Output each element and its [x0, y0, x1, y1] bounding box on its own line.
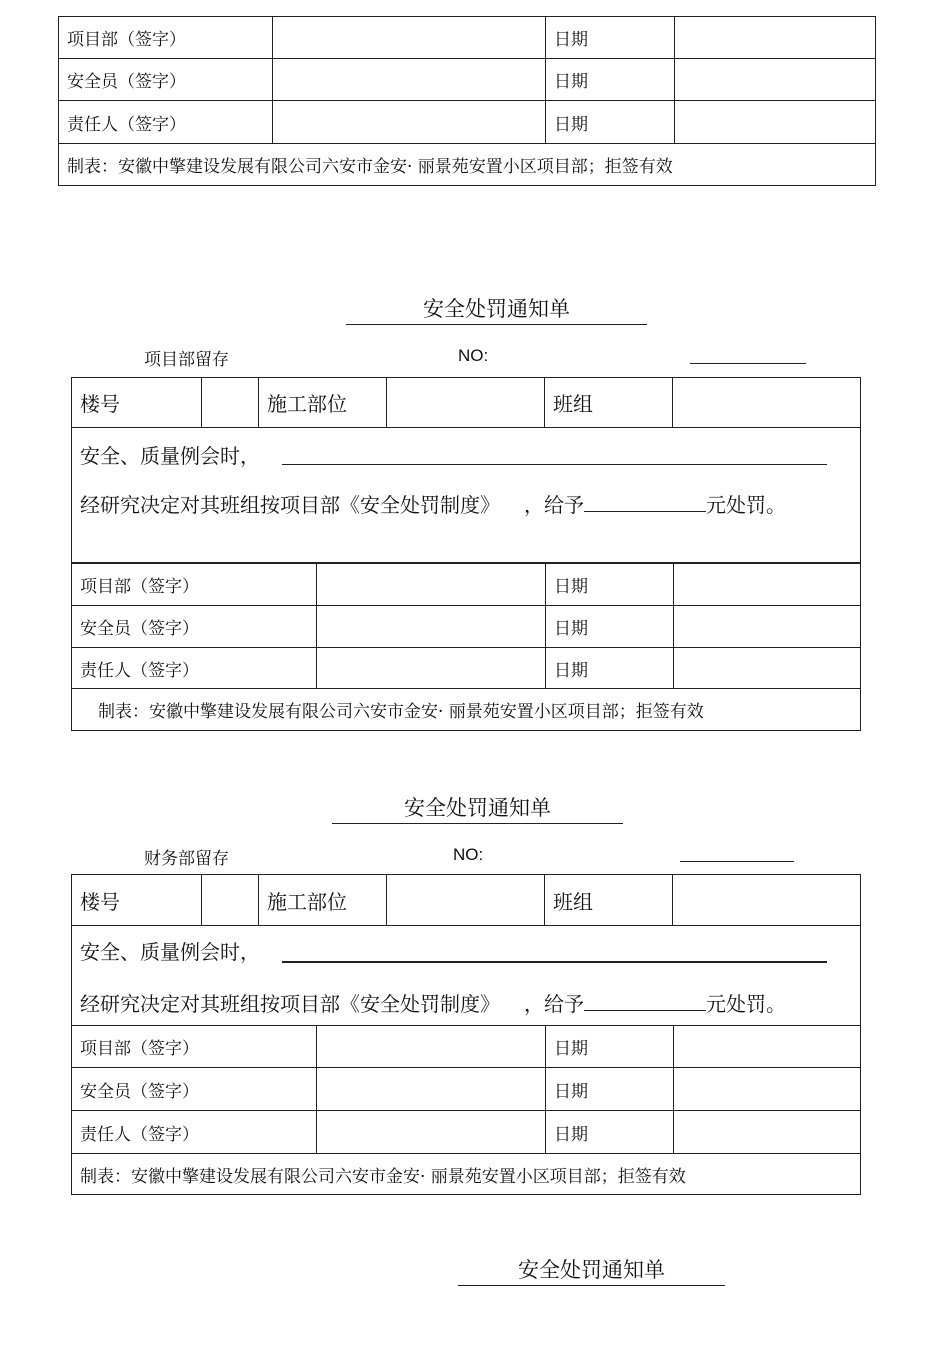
decision-mid: ，给予	[524, 992, 584, 1016]
decision-text: 经研究决定对其班组按项目部《安全处罚制度》	[80, 992, 500, 1016]
team-label: 班组	[545, 378, 673, 428]
signature-table-2	[71, 1025, 861, 1195]
location-field[interactable]	[387, 378, 545, 428]
footer-note: 制表：安徽中擎建设发展有限公司六安市金安· 丽景苑安置小区项目部；拒签有效	[72, 689, 861, 731]
safety-sign-label: 安全员（签字）	[72, 1068, 317, 1111]
building-label: 楼号	[72, 378, 202, 428]
footer-note: 制表：安徽中擎建设发展有限公司六安市金安· 丽景苑安置小区项目部；拒签有效	[59, 144, 876, 186]
responsible-sign-label: 责任人（签字）	[59, 101, 273, 144]
building-field[interactable]	[202, 378, 259, 428]
date-label: 日期	[546, 648, 674, 689]
date-field[interactable]	[674, 563, 861, 606]
date-label: 日期	[546, 1111, 674, 1154]
copy-label-finance: 财务部留存	[144, 849, 229, 869]
decision-mid: ，给予	[524, 493, 584, 517]
meeting-field[interactable]	[282, 464, 827, 465]
responsible-sign-label: 责任人（签字）	[72, 648, 317, 689]
top-signature-table	[58, 16, 876, 186]
date-field[interactable]	[674, 648, 861, 689]
date-label: 日期	[546, 606, 674, 648]
date-field[interactable]	[675, 59, 876, 101]
team-field[interactable]	[673, 875, 861, 926]
responsible-sign-field[interactable]	[317, 1111, 546, 1154]
safety-sign-field[interactable]	[317, 1068, 546, 1111]
location-label: 施工部位	[259, 875, 387, 926]
date-field[interactable]	[674, 1068, 861, 1111]
penalty-form-2	[71, 874, 861, 1026]
number-field[interactable]	[680, 861, 794, 862]
number-label: NO:	[458, 346, 489, 365]
meeting-field[interactable]	[282, 961, 827, 963]
date-field[interactable]	[674, 606, 861, 648]
date-field[interactable]	[675, 101, 876, 144]
responsible-sign-field[interactable]	[317, 648, 546, 689]
amount-field[interactable]	[584, 1010, 706, 1011]
date-label: 日期	[546, 59, 675, 101]
building-field[interactable]	[202, 875, 259, 926]
date-label: 日期	[546, 1068, 674, 1111]
form-title: 安全处罚通知单	[458, 1257, 725, 1286]
date-label: 日期	[546, 101, 675, 144]
decision-end: 元处罚。	[706, 992, 786, 1016]
safety-sign-field[interactable]	[317, 606, 546, 648]
location-field[interactable]	[387, 875, 545, 926]
date-field[interactable]	[675, 17, 876, 59]
project-sign-label: 项目部（签字）	[59, 17, 273, 59]
meeting-text: 安全、质量例会时，	[80, 444, 260, 468]
number-label: NO:	[453, 845, 484, 864]
signature-table-1	[71, 562, 861, 731]
team-label: 班组	[545, 875, 673, 926]
meeting-text: 安全、质量例会时，	[80, 940, 260, 964]
date-label: 日期	[546, 563, 674, 606]
date-label: 日期	[546, 1026, 674, 1068]
project-sign-field[interactable]	[317, 563, 546, 606]
team-field[interactable]	[673, 378, 861, 428]
project-sign-field[interactable]	[317, 1026, 546, 1068]
copy-label-project: 项目部留存	[144, 350, 229, 370]
amount-field[interactable]	[584, 511, 706, 512]
number-field[interactable]	[690, 363, 806, 364]
project-sign-label: 项目部（签字）	[72, 563, 317, 606]
form-title: 安全处罚通知单	[346, 296, 647, 325]
building-label: 楼号	[72, 875, 202, 926]
decision-text: 经研究决定对其班组按项目部《安全处罚制度》	[80, 493, 500, 517]
location-label: 施工部位	[259, 378, 387, 428]
responsible-sign-label: 责任人（签字）	[72, 1111, 317, 1154]
decision-end: 元处罚。	[706, 493, 786, 517]
penalty-form-1	[71, 377, 861, 564]
project-sign-field[interactable]	[273, 17, 546, 59]
penalty-body	[72, 926, 861, 1026]
safety-sign-field[interactable]	[273, 59, 546, 101]
footer-note: 制表：安徽中擎建设发展有限公司六安市金安· 丽景苑安置小区项目部；拒签有效	[72, 1154, 861, 1195]
date-label: 日期	[546, 17, 675, 59]
form-title: 安全处罚通知单	[332, 795, 623, 824]
safety-sign-label: 安全员（签字）	[59, 59, 273, 101]
safety-sign-label: 安全员（签字）	[72, 606, 317, 648]
project-sign-label: 项目部（签字）	[72, 1026, 317, 1068]
responsible-sign-field[interactable]	[273, 101, 546, 144]
penalty-body	[72, 428, 861, 564]
date-field[interactable]	[674, 1111, 861, 1154]
date-field[interactable]	[674, 1026, 861, 1068]
